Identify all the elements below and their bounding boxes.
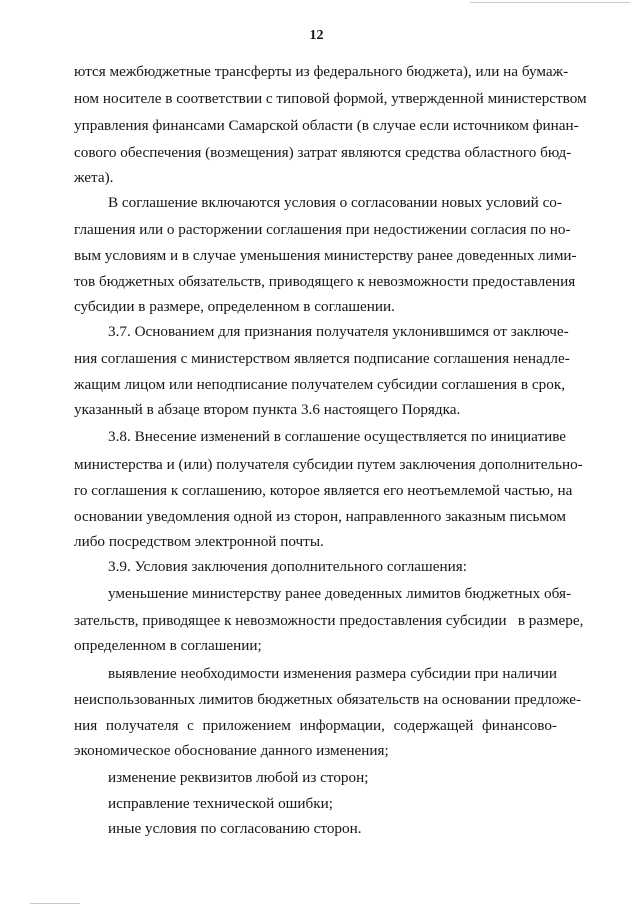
text-line: го соглашения к соглашению, которое является его неотъемлемой частью, на: [74, 482, 573, 499]
text-line: выявление необходимости изменения размера субсидии при наличии: [108, 665, 557, 682]
text-line: уменьшение министерству ранее доведенных лимитов бюджетных обя-: [108, 585, 572, 602]
text-line: жащим лицом или неподписание получателем субсидии соглашения в срок,: [74, 376, 565, 393]
text-line: определенном в соглашении;: [74, 637, 262, 654]
text-line: глашения или о расторжении соглашения при недостижении согласия по но-: [74, 221, 571, 238]
text-line: субсидии в размере, определенном в соглашении.: [74, 298, 395, 315]
text-line: 3.8. Внесение изменений в соглашение осуществляется по инициативе: [108, 428, 567, 445]
text-line: неиспользованных лимитов бюджетных обязательств на основании предложе-: [74, 691, 582, 708]
text-line: иные условия по согласованию сторон.: [108, 820, 362, 837]
scan-artifact-line: [470, 2, 630, 3]
text-line: ния соглашения с министерством является подписание соглашения ненадле-: [74, 350, 570, 367]
text-line: сового обеспечения (возмещения) затрат являются средства областного бюд-: [74, 144, 572, 161]
text-line: исправление технической ошибки;: [108, 795, 333, 812]
text-line: министерства и (или) получателя субсидии путем заключения дополнительно-: [74, 456, 583, 473]
text-line: указанный в абзаце втором пункта 3.6 настоящего Порядка.: [74, 401, 461, 418]
text-line: 3.9. Условия заключения дополнительного соглашения:: [108, 558, 467, 575]
text-line: основании уведомления одной из сторон, направленного заказным письмом: [74, 508, 567, 525]
text-line: либо посредством электронной почты.: [74, 533, 324, 550]
text-line: ния получателя с приложением информации, содержащей финансово-: [74, 717, 557, 734]
text-line: управления финансами Самарской области (в случае если источником финан-: [74, 117, 579, 134]
text-line: ном носителе в соответствии с типовой формой, утвержденной министерством: [74, 90, 587, 107]
text-line: зательств, приводящее к невозможности предоставления субсидии в размере,: [74, 612, 584, 629]
text-line: вым условиям и в случае уменьшения министерству ранее доведенных лими-: [74, 247, 577, 264]
text-line: жета).: [74, 169, 114, 186]
text-line: экономическое обоснование данного изменения;: [74, 742, 389, 759]
scan-artifact-line: [30, 903, 80, 904]
text-line: В соглашение включаются условия о согласовании новых условий со-: [108, 194, 562, 211]
text-line: ются межбюджетные трансферты из федерального бюджета), или на бумаж-: [74, 63, 569, 80]
page-number: 12: [309, 28, 324, 43]
text-line: 3.7. Основанием для признания получателя уклонившимся от заключе-: [108, 323, 569, 340]
text-line: тов бюджетных обязательств, приводящего к невозможности предоставления: [74, 273, 576, 290]
text-line: изменение реквизитов любой из сторон;: [108, 769, 369, 786]
